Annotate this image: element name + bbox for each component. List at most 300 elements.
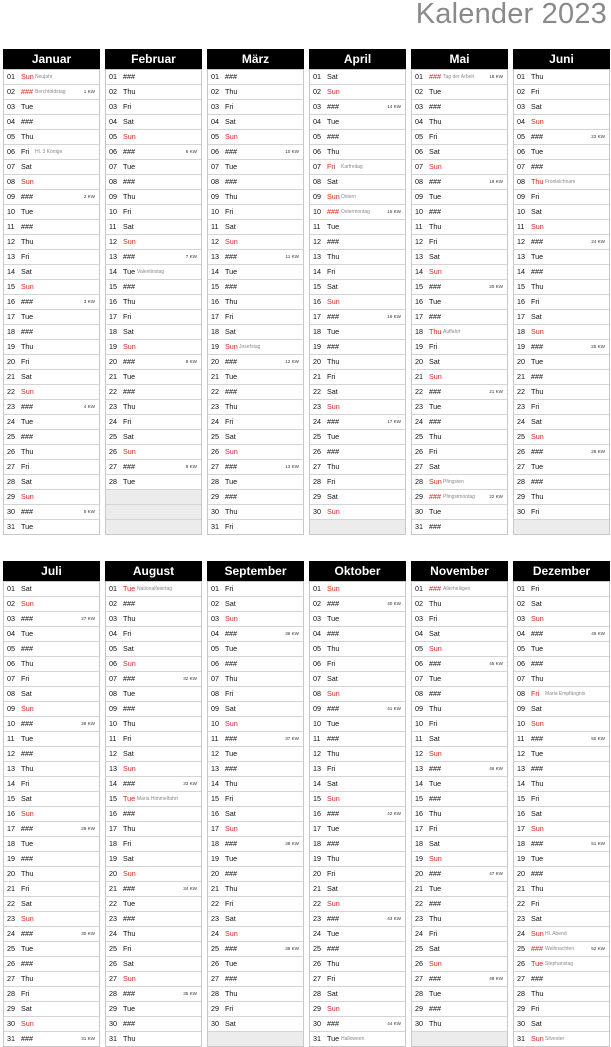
day-row[interactable]	[4, 746, 99, 761]
day-row[interactable]	[514, 746, 609, 761]
day-row[interactable]	[412, 249, 507, 264]
day-row[interactable]	[310, 911, 405, 926]
day-row[interactable]	[310, 1001, 405, 1016]
day-row[interactable]	[514, 279, 609, 294]
day-row[interactable]	[208, 504, 303, 519]
day-row[interactable]	[4, 641, 99, 656]
day-row[interactable]	[106, 1016, 201, 1031]
day-row[interactable]	[106, 926, 201, 941]
day-row[interactable]	[208, 926, 303, 941]
day-row[interactable]	[208, 881, 303, 896]
day-row[interactable]	[514, 459, 609, 474]
day-row[interactable]	[4, 99, 99, 114]
day-row[interactable]	[310, 986, 405, 1001]
day-row[interactable]	[514, 1001, 609, 1016]
day-row[interactable]	[412, 821, 507, 836]
day-row[interactable]	[412, 294, 507, 309]
day-row[interactable]	[310, 414, 405, 429]
day-row[interactable]	[310, 399, 405, 414]
day-row[interactable]	[208, 444, 303, 459]
day-row[interactable]	[310, 581, 405, 596]
day-row[interactable]	[106, 596, 201, 611]
day-row[interactable]	[310, 339, 405, 354]
day-row[interactable]	[514, 1016, 609, 1031]
day-row[interactable]	[106, 641, 201, 656]
day-row[interactable]	[106, 866, 201, 881]
day-row[interactable]	[4, 881, 99, 896]
day-row[interactable]	[310, 219, 405, 234]
day-row[interactable]	[4, 174, 99, 189]
day-row[interactable]	[310, 851, 405, 866]
day-row[interactable]	[514, 84, 609, 99]
day-row[interactable]	[208, 761, 303, 776]
day-row[interactable]	[106, 656, 201, 671]
day-row[interactable]	[514, 851, 609, 866]
day-row[interactable]	[208, 489, 303, 504]
day-row[interactable]	[208, 204, 303, 219]
day-row[interactable]	[514, 596, 609, 611]
day-row[interactable]	[412, 746, 507, 761]
day-row[interactable]	[514, 791, 609, 806]
day-row[interactable]	[4, 459, 99, 474]
day-row[interactable]	[412, 716, 507, 731]
day-row[interactable]	[4, 399, 99, 414]
day-row[interactable]	[412, 384, 507, 399]
day-row[interactable]	[310, 641, 405, 656]
day-row[interactable]	[208, 701, 303, 716]
day-row[interactable]	[412, 489, 507, 504]
day-row[interactable]	[4, 369, 99, 384]
day-row[interactable]	[106, 1001, 201, 1016]
day-row[interactable]	[514, 264, 609, 279]
day-row[interactable]	[208, 369, 303, 384]
day-row[interactable]	[412, 581, 507, 596]
day-row[interactable]	[106, 189, 201, 204]
day-row[interactable]	[4, 851, 99, 866]
day-row[interactable]	[412, 836, 507, 851]
day-row[interactable]	[208, 896, 303, 911]
day-row[interactable]	[4, 821, 99, 836]
day-row[interactable]	[208, 114, 303, 129]
day-row[interactable]	[514, 174, 609, 189]
day-row[interactable]	[310, 429, 405, 444]
day-row[interactable]	[310, 701, 405, 716]
day-row[interactable]	[106, 821, 201, 836]
day-row[interactable]	[208, 69, 303, 84]
day-row[interactable]	[412, 776, 507, 791]
day-row[interactable]	[106, 69, 201, 84]
day-row[interactable]	[514, 369, 609, 384]
day-row[interactable]	[208, 459, 303, 474]
day-row[interactable]	[310, 444, 405, 459]
day-row[interactable]	[310, 596, 405, 611]
day-row[interactable]	[514, 941, 609, 956]
day-row[interactable]	[412, 144, 507, 159]
day-row[interactable]	[412, 701, 507, 716]
day-row[interactable]	[310, 264, 405, 279]
day-row[interactable]	[514, 956, 609, 971]
day-row[interactable]	[106, 611, 201, 626]
day-row[interactable]	[514, 986, 609, 1001]
day-row[interactable]	[106, 384, 201, 399]
day-row[interactable]	[208, 279, 303, 294]
day-row[interactable]	[412, 611, 507, 626]
day-row[interactable]	[514, 189, 609, 204]
day-row[interactable]	[208, 129, 303, 144]
day-row[interactable]	[4, 444, 99, 459]
day-row[interactable]	[412, 204, 507, 219]
day-row[interactable]	[208, 746, 303, 761]
day-row[interactable]	[310, 686, 405, 701]
day-row[interactable]	[208, 911, 303, 926]
day-row[interactable]	[412, 189, 507, 204]
day-row[interactable]	[412, 971, 507, 986]
day-row[interactable]	[208, 189, 303, 204]
day-row[interactable]	[514, 399, 609, 414]
day-row[interactable]	[4, 731, 99, 746]
day-row[interactable]	[4, 519, 99, 534]
day-row[interactable]	[412, 866, 507, 881]
day-row[interactable]	[412, 731, 507, 746]
day-row[interactable]	[412, 641, 507, 656]
day-row[interactable]	[106, 129, 201, 144]
day-row[interactable]	[4, 971, 99, 986]
day-row[interactable]	[208, 144, 303, 159]
day-row[interactable]	[412, 354, 507, 369]
day-row[interactable]	[514, 114, 609, 129]
day-row[interactable]	[208, 776, 303, 791]
day-row[interactable]	[4, 309, 99, 324]
day-row[interactable]	[514, 429, 609, 444]
day-row[interactable]	[514, 806, 609, 821]
day-row[interactable]	[4, 581, 99, 596]
day-row[interactable]	[106, 264, 201, 279]
day-row[interactable]	[106, 791, 201, 806]
day-row[interactable]	[514, 294, 609, 309]
day-row[interactable]	[208, 384, 303, 399]
day-row[interactable]	[4, 926, 99, 941]
day-row[interactable]	[310, 926, 405, 941]
day-row[interactable]	[208, 249, 303, 264]
day-row[interactable]	[106, 986, 201, 1001]
day-row[interactable]	[4, 626, 99, 641]
day-row[interactable]	[106, 144, 201, 159]
day-row[interactable]	[412, 761, 507, 776]
day-row[interactable]	[106, 354, 201, 369]
day-row[interactable]	[514, 159, 609, 174]
day-row[interactable]	[310, 821, 405, 836]
day-row[interactable]	[310, 369, 405, 384]
day-row[interactable]	[412, 1016, 507, 1031]
day-row[interactable]	[208, 671, 303, 686]
day-row[interactable]	[310, 249, 405, 264]
day-row[interactable]	[514, 489, 609, 504]
day-row[interactable]	[106, 474, 201, 489]
day-row[interactable]	[514, 911, 609, 926]
day-row[interactable]	[106, 581, 201, 596]
day-row[interactable]	[4, 414, 99, 429]
day-row[interactable]	[310, 144, 405, 159]
day-row[interactable]	[412, 911, 507, 926]
day-row[interactable]	[412, 851, 507, 866]
day-row[interactable]	[412, 956, 507, 971]
day-row[interactable]	[514, 309, 609, 324]
day-row[interactable]	[4, 686, 99, 701]
day-row[interactable]	[106, 429, 201, 444]
day-row[interactable]	[310, 941, 405, 956]
day-row[interactable]	[4, 204, 99, 219]
day-row[interactable]	[310, 204, 405, 219]
day-row[interactable]	[208, 324, 303, 339]
day-row[interactable]	[514, 324, 609, 339]
day-row[interactable]	[514, 701, 609, 716]
day-row[interactable]	[208, 294, 303, 309]
day-row[interactable]	[310, 731, 405, 746]
day-row[interactable]	[208, 641, 303, 656]
day-row[interactable]	[208, 1016, 303, 1031]
day-row[interactable]	[4, 911, 99, 926]
day-row[interactable]	[4, 219, 99, 234]
day-row[interactable]	[310, 84, 405, 99]
day-row[interactable]	[412, 114, 507, 129]
day-row[interactable]	[4, 264, 99, 279]
day-row[interactable]	[4, 1016, 99, 1031]
day-row[interactable]	[106, 731, 201, 746]
day-row[interactable]	[310, 474, 405, 489]
day-row[interactable]	[208, 941, 303, 956]
day-row[interactable]	[208, 821, 303, 836]
day-row[interactable]	[208, 174, 303, 189]
day-row[interactable]	[4, 294, 99, 309]
day-row[interactable]	[514, 731, 609, 746]
day-row[interactable]	[4, 144, 99, 159]
day-row[interactable]	[106, 279, 201, 294]
day-row[interactable]	[310, 99, 405, 114]
day-row[interactable]	[208, 339, 303, 354]
day-row[interactable]	[514, 626, 609, 641]
day-row[interactable]	[106, 761, 201, 776]
day-row[interactable]	[514, 384, 609, 399]
day-row[interactable]	[412, 459, 507, 474]
day-row[interactable]	[514, 926, 609, 941]
day-row[interactable]	[106, 836, 201, 851]
day-row[interactable]	[514, 474, 609, 489]
day-row[interactable]	[208, 84, 303, 99]
day-row[interactable]	[106, 701, 201, 716]
day-row[interactable]	[310, 791, 405, 806]
day-row[interactable]	[4, 1001, 99, 1016]
day-row[interactable]	[412, 986, 507, 1001]
day-row[interactable]	[106, 444, 201, 459]
day-row[interactable]	[310, 1016, 405, 1031]
day-row[interactable]	[4, 776, 99, 791]
day-row[interactable]	[310, 189, 405, 204]
day-row[interactable]	[4, 504, 99, 519]
day-row[interactable]	[4, 159, 99, 174]
day-row[interactable]	[514, 249, 609, 264]
day-row[interactable]	[4, 489, 99, 504]
day-row[interactable]	[310, 836, 405, 851]
day-row[interactable]	[106, 911, 201, 926]
day-row[interactable]	[106, 84, 201, 99]
day-row[interactable]	[514, 716, 609, 731]
day-row[interactable]	[106, 671, 201, 686]
day-row[interactable]	[514, 129, 609, 144]
day-row[interactable]	[106, 896, 201, 911]
day-row[interactable]	[4, 656, 99, 671]
day-row[interactable]	[4, 324, 99, 339]
day-row[interactable]	[514, 971, 609, 986]
day-row[interactable]	[412, 896, 507, 911]
day-row[interactable]	[106, 309, 201, 324]
day-row[interactable]	[412, 414, 507, 429]
day-row[interactable]	[208, 791, 303, 806]
day-row[interactable]	[4, 716, 99, 731]
day-row[interactable]	[310, 971, 405, 986]
day-row[interactable]	[208, 986, 303, 1001]
day-row[interactable]	[514, 504, 609, 519]
day-row[interactable]	[208, 956, 303, 971]
day-row[interactable]	[4, 761, 99, 776]
day-row[interactable]	[412, 444, 507, 459]
day-row[interactable]	[412, 159, 507, 174]
day-row[interactable]	[4, 69, 99, 84]
day-row[interactable]	[106, 746, 201, 761]
day-row[interactable]	[412, 264, 507, 279]
day-row[interactable]	[4, 279, 99, 294]
day-row[interactable]	[514, 836, 609, 851]
day-row[interactable]	[310, 746, 405, 761]
day-row[interactable]	[412, 84, 507, 99]
day-row[interactable]	[412, 596, 507, 611]
day-row[interactable]	[4, 129, 99, 144]
day-row[interactable]	[4, 866, 99, 881]
day-row[interactable]	[310, 1031, 405, 1046]
day-row[interactable]	[412, 791, 507, 806]
day-row[interactable]	[4, 339, 99, 354]
day-row[interactable]	[514, 761, 609, 776]
day-row[interactable]	[310, 866, 405, 881]
day-row[interactable]	[106, 716, 201, 731]
day-row[interactable]	[514, 1031, 609, 1046]
day-row[interactable]	[514, 144, 609, 159]
day-row[interactable]	[310, 956, 405, 971]
day-row[interactable]	[4, 956, 99, 971]
day-row[interactable]	[208, 429, 303, 444]
day-row[interactable]	[106, 339, 201, 354]
day-row[interactable]	[4, 701, 99, 716]
day-row[interactable]	[412, 324, 507, 339]
day-row[interactable]	[412, 881, 507, 896]
day-row[interactable]	[412, 99, 507, 114]
day-row[interactable]	[310, 174, 405, 189]
day-row[interactable]	[412, 219, 507, 234]
day-row[interactable]	[208, 656, 303, 671]
day-row[interactable]	[412, 504, 507, 519]
day-row[interactable]	[4, 354, 99, 369]
day-row[interactable]	[4, 189, 99, 204]
day-row[interactable]	[106, 776, 201, 791]
day-row[interactable]	[208, 99, 303, 114]
day-row[interactable]	[514, 611, 609, 626]
day-row[interactable]	[310, 489, 405, 504]
day-row[interactable]	[412, 671, 507, 686]
day-row[interactable]	[310, 776, 405, 791]
day-row[interactable]	[106, 626, 201, 641]
day-row[interactable]	[514, 444, 609, 459]
day-row[interactable]	[4, 384, 99, 399]
day-row[interactable]	[208, 731, 303, 746]
day-row[interactable]	[208, 716, 303, 731]
day-row[interactable]	[106, 941, 201, 956]
day-row[interactable]	[4, 596, 99, 611]
day-row[interactable]	[412, 429, 507, 444]
day-row[interactable]	[514, 776, 609, 791]
day-row[interactable]	[4, 941, 99, 956]
day-row[interactable]	[514, 641, 609, 656]
day-row[interactable]	[412, 234, 507, 249]
day-row[interactable]	[106, 249, 201, 264]
day-row[interactable]	[208, 806, 303, 821]
day-row[interactable]	[310, 656, 405, 671]
day-row[interactable]	[208, 159, 303, 174]
day-row[interactable]	[4, 249, 99, 264]
day-row[interactable]	[514, 581, 609, 596]
day-row[interactable]	[106, 294, 201, 309]
day-row[interactable]	[514, 866, 609, 881]
day-row[interactable]	[4, 836, 99, 851]
day-row[interactable]	[106, 99, 201, 114]
day-row[interactable]	[4, 114, 99, 129]
day-row[interactable]	[412, 369, 507, 384]
day-row[interactable]	[4, 671, 99, 686]
day-row[interactable]	[310, 69, 405, 84]
day-row[interactable]	[106, 219, 201, 234]
day-row[interactable]	[310, 294, 405, 309]
day-row[interactable]	[310, 716, 405, 731]
day-row[interactable]	[106, 369, 201, 384]
day-row[interactable]	[208, 399, 303, 414]
day-row[interactable]	[208, 611, 303, 626]
day-row[interactable]	[208, 354, 303, 369]
day-row[interactable]	[208, 596, 303, 611]
day-row[interactable]	[106, 414, 201, 429]
day-row[interactable]	[412, 686, 507, 701]
day-row[interactable]	[208, 519, 303, 534]
day-row[interactable]	[208, 866, 303, 881]
day-row[interactable]	[412, 626, 507, 641]
day-row[interactable]	[412, 339, 507, 354]
day-row[interactable]	[4, 84, 99, 99]
day-row[interactable]	[412, 279, 507, 294]
day-row[interactable]	[4, 474, 99, 489]
day-row[interactable]	[106, 174, 201, 189]
day-row[interactable]	[106, 806, 201, 821]
day-row[interactable]	[310, 611, 405, 626]
day-row[interactable]	[106, 956, 201, 971]
day-row[interactable]	[310, 384, 405, 399]
day-row[interactable]	[4, 234, 99, 249]
day-row[interactable]	[106, 234, 201, 249]
day-row[interactable]	[412, 474, 507, 489]
day-row[interactable]	[514, 69, 609, 84]
day-row[interactable]	[106, 851, 201, 866]
day-row[interactable]	[4, 791, 99, 806]
day-row[interactable]	[310, 279, 405, 294]
day-row[interactable]	[310, 129, 405, 144]
day-row[interactable]	[208, 234, 303, 249]
day-row[interactable]	[310, 671, 405, 686]
